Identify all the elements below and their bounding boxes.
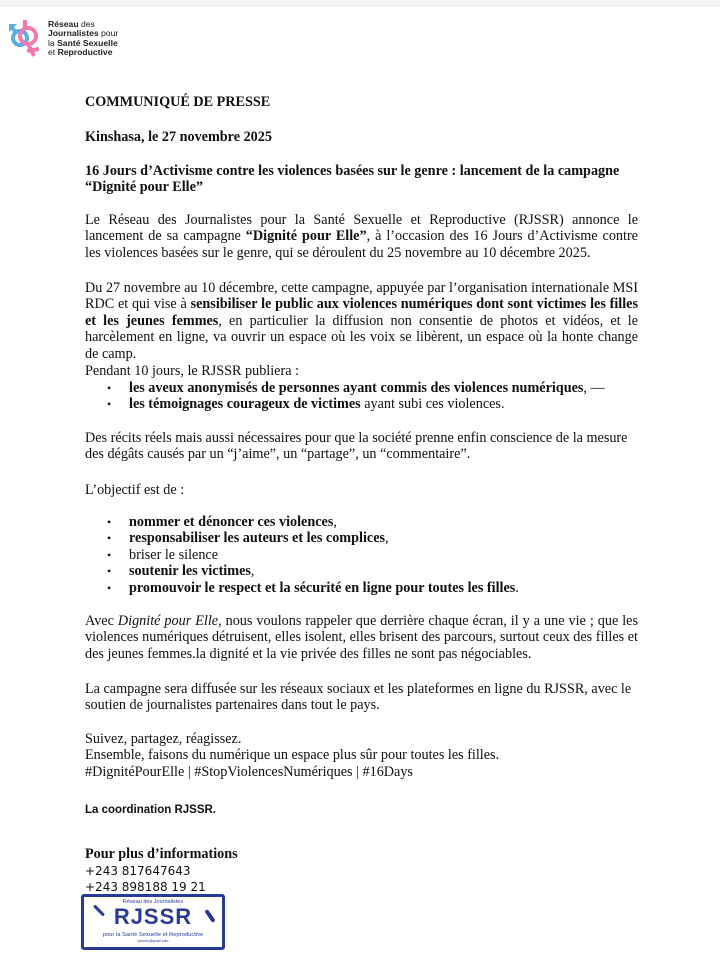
contact-phones	[85, 863, 638, 895]
contact-heading: Pour plus d’informations	[85, 846, 238, 862]
signature: La coordination RJSSR.	[85, 804, 216, 816]
objective-intro: L’objectif est de :	[85, 482, 185, 498]
list-item: • soutenir les victimes,	[85, 563, 638, 579]
organization-logo	[8, 14, 148, 62]
paragraph-announcement: Le Réseau des Journalistes pour la Santé Sexuelle et Reproductive (RJSSR) annonce le lancement de sa campagne “Dignité pour Elle”, à l’occasion des 16 Jours d’Activisme contre les violences basées sur le genre, qui se déroulent du 25 novembre au 10 décembre 2025.	[85, 212, 638, 261]
document-title: 16 Jours d’Activisme contre les violences basées sur le genre : lancement de la campagne “Dignité pour Elle”	[85, 163, 620, 196]
stamp-top-text: Réseau des Journalistes	[122, 899, 184, 905]
list-item: • les témoignages courageux de victimes ayant subi ces violences.	[85, 396, 638, 412]
publish-list	[85, 380, 638, 413]
dateline: Kinshasa, le 27 novembre 2025	[85, 129, 272, 145]
list-item: • responsabiliser les auteurs et les complices,	[85, 530, 638, 546]
logo-text: Réseau des Journalistes pour la Santé Sexuelle et Reproductive	[48, 19, 119, 58]
paragraph-dignity: Avec Dignité pour Elle, nous voulons rappeler que derrière chaque écran, il y a une vie ; que les violences numériques détruisent, elles isolent, elles brisent des parcours, surtout ceux des filles et des jeunes femmes.la dignité et la vie privée des filles ne sont pas négociables.	[85, 613, 638, 662]
publish-intro: Pendant 10 jours, le RJSSR publiera :	[85, 363, 299, 379]
list-item: • promouvoir le respect et la sécurité en ligne pour toutes les filles.	[85, 580, 638, 596]
paragraph-stories: Des récits réels mais aussi nécessaires pour que la société prenne enfin conscience de la mesure des dégâts causés par un “j’aime”, un “partage”, un “commentaire”.	[85, 430, 628, 463]
top-bar	[0, 0, 720, 7]
stamp-bottom-text: pour la Santé Sexuelle et Reproductive	[102, 932, 204, 938]
document-heading: COMMUNIQUÉ DE PRESSE	[85, 94, 271, 110]
list-item: • nommer et dénoncer ces violences,	[85, 514, 638, 530]
organization-stamp	[81, 894, 225, 950]
phone-number: +243 817647643	[85, 864, 191, 878]
paragraph-campaign: Du 27 novembre au 10 décembre, cette campagne, appuyée par l’organisation internationale MSI RDC et qui vise à sensibiliser le public aux violences numériques dont sont victimes les filles et les jeunes femmes, en particulier la diffusion non consentie de photos et vidéos, et le harcèlement en ligne, va ouvrir un espace où les voix se libèrent, un espace où la honte change de camp.	[85, 280, 638, 362]
stamp-email: rjssrrdc@gmail.com	[137, 939, 169, 943]
list-item: • les aveux anonymisés de personnes ayant commis des violences numériques, —	[85, 380, 638, 396]
list-item: • briser le silence	[85, 547, 638, 563]
stamp-acronym: RJSSR	[113, 904, 193, 929]
phone-number: +243 898188 19 21	[85, 880, 206, 894]
hashtags: #DignitéPourElle | #StopViolencesNumériques | #16Days	[85, 763, 413, 780]
paragraph-diffusion: La campagne sera diffusée sur les réseaux sociaux et les plateformes en ligne du RJSSR, avec le soutien de journalistes partenaires dans tout le pays.	[85, 681, 632, 714]
objectives-list	[85, 514, 638, 596]
call-to-action: Suivez, partagez, réagissez. Ensemble, faisons du numérique un espace plus sûr pour toutes les filles. #DignitéPourElle | #StopViolencesNumériques | #16Days	[85, 731, 638, 780]
gender-symbols-icon	[8, 18, 42, 58]
